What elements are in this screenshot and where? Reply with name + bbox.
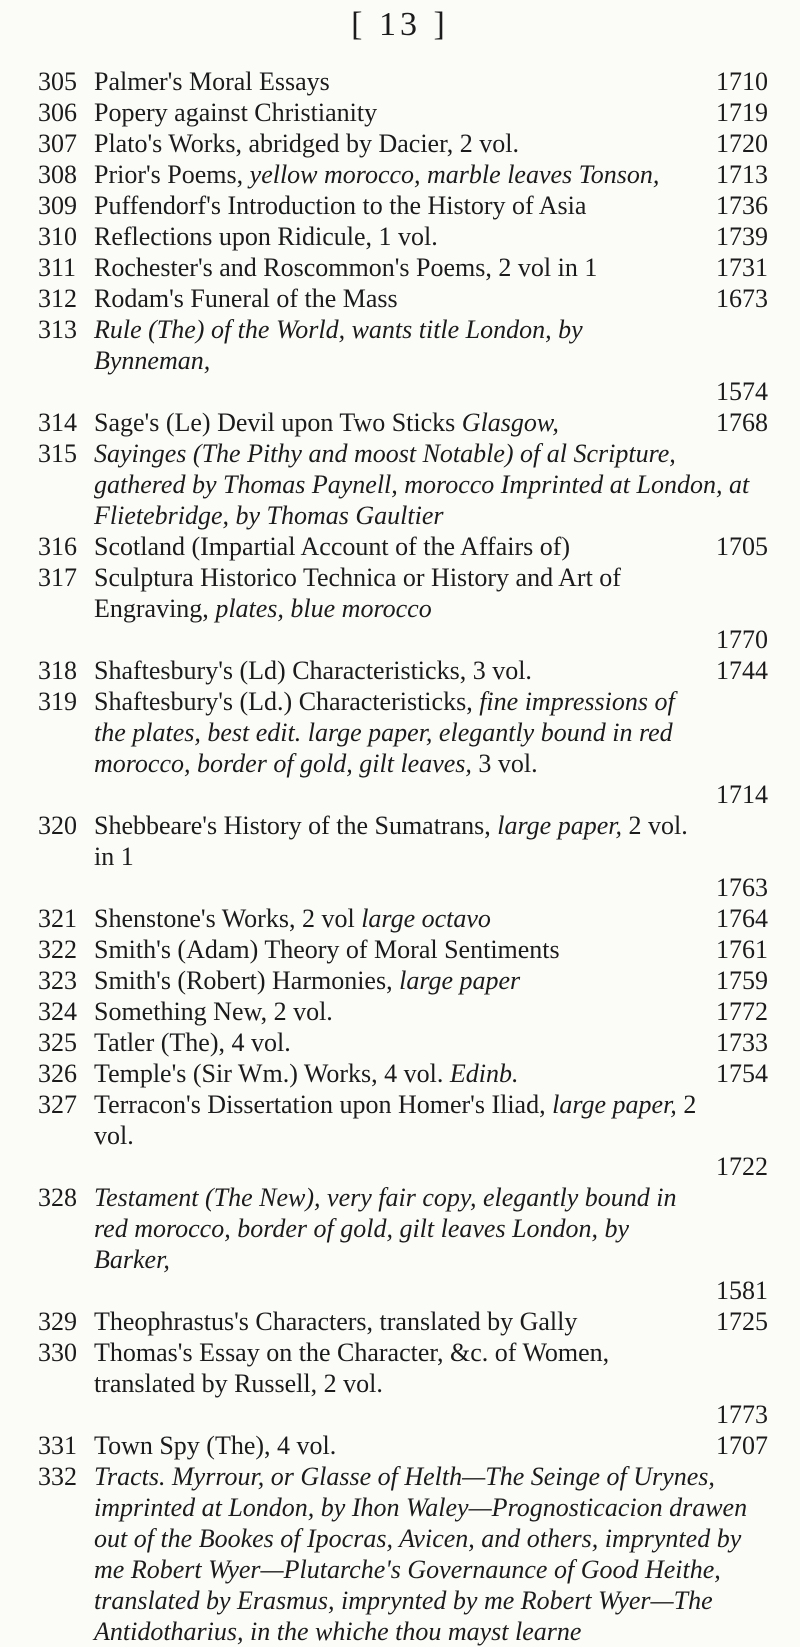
entry-year: 1710 <box>716 67 768 96</box>
entry-330 <box>38 1337 768 1430</box>
entry-year: 1673 <box>716 284 768 313</box>
entry-331 <box>38 1430 768 1461</box>
entry-year: 1764 <box>716 904 768 933</box>
entry-italic-text: plates, blue morocco <box>215 594 432 623</box>
entry-text: Palmer's Moral Essays <box>94 67 330 96</box>
entry-315 <box>38 438 768 531</box>
entry-320 <box>38 810 768 903</box>
entry-number: 324 <box>38 997 77 1026</box>
entry-year: 1773 <box>716 1400 768 1429</box>
entry-year: 1770 <box>716 625 768 654</box>
entry-italic-text: Glasgow, <box>461 408 559 437</box>
entry-number: 318 <box>38 656 77 685</box>
entry-number: 328 <box>38 1183 77 1212</box>
entry-number: 326 <box>38 1059 77 1088</box>
entry-311 <box>38 252 768 283</box>
entry-316 <box>38 531 768 562</box>
entry-year: 1739 <box>716 222 768 251</box>
entry-year: 1713 <box>716 160 768 189</box>
entry-327 <box>38 1089 768 1182</box>
entry-text: Temple's (Sir Wm.) Works, 4 vol. <box>94 1059 450 1088</box>
entry-year: 1574 <box>716 377 768 406</box>
entry-329 <box>38 1306 768 1337</box>
entry-year: 1761 <box>716 935 768 964</box>
entry-text: Reflections upon Ridicule, 1 vol. <box>94 222 438 251</box>
entry-number: 323 <box>38 966 77 995</box>
entry-325 <box>38 1027 768 1058</box>
entry-italic-text: large paper, <box>497 811 622 840</box>
entry-year: 1707 <box>716 1431 768 1460</box>
entry-text: Shenstone's Works, 2 vol <box>94 904 362 933</box>
entry-321 <box>38 903 768 934</box>
entry-text: Testament (The New), very fair copy, elegantly bound in red morocco, border of gold, gilt leaves London, by Barker, <box>94 1183 677 1274</box>
entry-text: Prior's Poems, <box>94 160 250 189</box>
entry-text: Rodam's Funeral of the Mass <box>94 284 398 313</box>
entry-text: Terracon's Dissertation upon Homer's Iliad, <box>94 1090 553 1119</box>
entry-number: 312 <box>38 284 77 313</box>
entry-text: Thomas's Essay on the Character, &c. of Women, translated by Russell, 2 vol. <box>94 1338 610 1398</box>
entry-number: 321 <box>38 904 77 933</box>
entry-number: 308 <box>38 160 77 189</box>
entry-number: 313 <box>38 315 77 344</box>
entry-text: Rochester's and Roscommon's Poems, 2 vol in 1 <box>94 253 598 282</box>
entry-italic-text: Edinb. <box>449 1059 519 1088</box>
entry-text: Scotland (Impartial Account of the Affairs of) <box>94 532 571 561</box>
entry-year: 1722 <box>716 1152 768 1181</box>
entry-text: Sage's (Le) Devil upon Two Sticks <box>94 408 456 437</box>
entry-year: 1754 <box>716 1059 768 1088</box>
entry-number: 316 <box>38 532 77 561</box>
entry-text: Shaftesbury's (Ld.) Characteristicks, <box>94 687 480 716</box>
entry-text: Shaftesbury's (Ld) Characteristicks, 3 vol. <box>94 656 532 685</box>
entry-text-tail: 2 vol. in 1 <box>94 811 688 871</box>
entry-text: Rule (The) of the World, wants title London, by Bynneman, <box>94 315 583 375</box>
entry-italic-text: large octavo <box>361 904 491 933</box>
entry-text: Smith's (Robert) Harmonies, <box>94 966 400 995</box>
entry-number: 331 <box>38 1431 77 1460</box>
entry-year: 1720 <box>716 129 768 158</box>
entry-text-tail: 2 vol. <box>94 1090 697 1150</box>
entry-year: 1763 <box>716 873 768 902</box>
entry-322 <box>38 934 768 965</box>
entry-319 <box>38 686 768 810</box>
entry-number: 329 <box>38 1307 77 1336</box>
entry-number: 315 <box>38 439 77 468</box>
entry-text-tail: 3 vol. <box>471 749 538 778</box>
entry-number: 332 <box>38 1462 77 1491</box>
entry-number: 327 <box>38 1090 77 1119</box>
entry-308 <box>38 159 768 190</box>
entry-year: 1725 <box>716 1307 768 1336</box>
entry-323 <box>38 965 768 996</box>
entry-305 <box>38 66 768 97</box>
entry-year: 1744 <box>716 656 768 685</box>
entry-italic-text: large paper <box>399 966 521 995</box>
entry-year: 1768 <box>716 408 768 437</box>
entry-year: 1731 <box>716 253 768 282</box>
entry-317 <box>38 562 768 655</box>
entry-310 <box>38 221 768 252</box>
catalogue-entries <box>38 66 768 1647</box>
entry-text: Plato's Works, abridged by Dacier, 2 vol. <box>94 129 519 158</box>
entry-number: 310 <box>38 222 77 251</box>
entry-number: 309 <box>38 191 77 220</box>
entry-number: 320 <box>38 811 77 840</box>
entry-text: Shebbeare's History of the Sumatrans, <box>94 811 498 840</box>
entry-312 <box>38 283 768 314</box>
entry-italic-text: fine impressions of the plates, best edit. large paper, elegantly bound in red morocco, border of gold, gilt leaves, <box>94 687 675 778</box>
page-number: [ 13 ] <box>351 6 449 43</box>
entry-text: Theophrastus's Characters, translated by Gally <box>94 1307 578 1336</box>
entry-italic-text: large paper, <box>552 1090 677 1119</box>
entry-year: 1759 <box>716 966 768 995</box>
entry-309 <box>38 190 768 221</box>
entry-332 <box>38 1461 768 1647</box>
entry-year: 1733 <box>716 1028 768 1057</box>
entry-year: 1714 <box>716 780 768 809</box>
entry-313 <box>38 314 768 407</box>
entry-number: 325 <box>38 1028 77 1057</box>
entry-number: 319 <box>38 687 77 716</box>
entry-number: 307 <box>38 129 77 158</box>
entry-year: 1772 <box>716 997 768 1026</box>
entry-number: 306 <box>38 98 77 127</box>
entry-year: 1705 <box>716 532 768 561</box>
entry-year: 1736 <box>716 191 768 220</box>
entry-text: Sayinges (The Pithy and moost Notable) of al Scripture, gathered by Thomas Paynell, morocco Imprinted at London, at Flietebridge, by Thomas Gaultier <box>94 439 750 530</box>
entry-text: Popery against Christianity <box>94 98 378 127</box>
entry-326 <box>38 1058 768 1089</box>
entry-314 <box>38 407 768 438</box>
entry-text: Tracts. Myrrour, or Glasse of Helth—The Seinge of Urynes, imprinted at London, by Ihon Waley—Prognosticacion drawen out of the Bookes of Ipocras, Avicen, and others, imprynted by me Robert Wyer—Plutarche's Governaunce of Good Heithe, translated by Erasmus, imprynted by me Robert Wyer—The Antidotharius, in the whiche thou mayst learne <box>94 1462 748 1646</box>
entry-year: 1719 <box>716 98 768 127</box>
entry-number: 311 <box>38 253 77 282</box>
entry-number: 317 <box>38 563 77 592</box>
entry-328 <box>38 1182 768 1306</box>
entry-307 <box>38 128 768 159</box>
entry-318 <box>38 655 768 686</box>
entry-text: Sculptura Historico Technica or History and Art of Engraving, <box>94 563 621 623</box>
entry-text: Smith's (Adam) Theory of Moral Sentiments <box>94 935 560 964</box>
entry-text: Tatler (The), 4 vol. <box>94 1028 291 1057</box>
entry-number: 330 <box>38 1338 77 1367</box>
entry-306 <box>38 97 768 128</box>
entry-number: 305 <box>38 67 77 96</box>
entry-year: 1581 <box>716 1276 768 1305</box>
entry-number: 314 <box>38 408 77 437</box>
entry-324 <box>38 996 768 1027</box>
entry-text: Something New, 2 vol. <box>94 997 333 1026</box>
entry-text: Town Spy (The), 4 vol. <box>94 1431 337 1460</box>
entry-italic-text: yellow morocco, marble leaves Tonson, <box>249 160 660 189</box>
entry-text: Puffendorf's Introduction to the History of Asia <box>94 191 587 220</box>
entry-number: 322 <box>38 935 77 964</box>
